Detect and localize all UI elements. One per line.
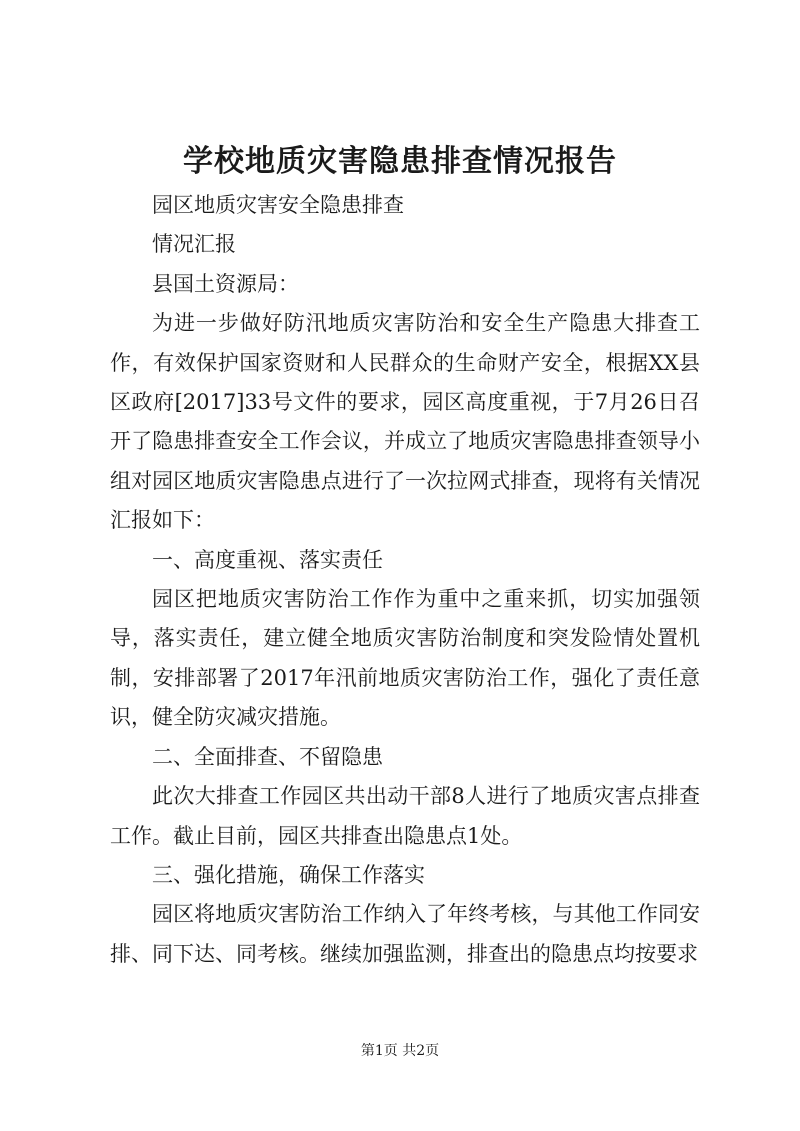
paragraph: 情况汇报 bbox=[152, 232, 236, 257]
section-heading: 三、强化措施，确保工作落实 bbox=[152, 862, 425, 887]
section-heading: 二、全面排查、不留隐患 bbox=[152, 744, 383, 769]
paragraph: 为进一步做好防汛地质灾害防治和安全生产隐患大排查工作，有效保护国家资财和人民群众的生命财产安全，根据XX县区政府[2017]33号文件的要求，园区高度重视，于7月26日召开了隐患排查安全工作会议，并成立了地质灾害隐患排查领导小组对园区地质灾害隐患点进行了一次拉网式排查，现将有关情况汇报如下： bbox=[110, 311, 700, 533]
paragraph: 此次大排查工作园区共出动干部8人进行了地质灾害点排查工作。截止目前，园区共排查出隐患点1处。 bbox=[110, 784, 700, 848]
page-footer: 第1页 共2页 bbox=[360, 1043, 440, 1059]
paragraph: 园区把地质灾害防治工作作为重中之重来抓，切实加强领导，落实责任，建立健全地质灾害防治制度和突发险情处置机制，安排部署了2017年汛前地质灾害防治工作，强化了责任意识，健全防灾减灾措施。 bbox=[110, 587, 700, 730]
paragraph: 县国土资源局： bbox=[152, 271, 299, 296]
document-body bbox=[110, 186, 700, 974]
paragraph: 园区地质灾害安全隐患排查 bbox=[152, 193, 404, 217]
document-title: 学校地质灾害隐患排查情况报告 bbox=[183, 144, 617, 179]
paragraph: 园区将地质灾害防治工作纳入了年终考核，与其他工作同安排、同下达、同考核。继续加强监测，排查出的隐患点均按要求 bbox=[110, 902, 700, 966]
section-heading: 一、高度重视、落实责任 bbox=[152, 547, 383, 572]
